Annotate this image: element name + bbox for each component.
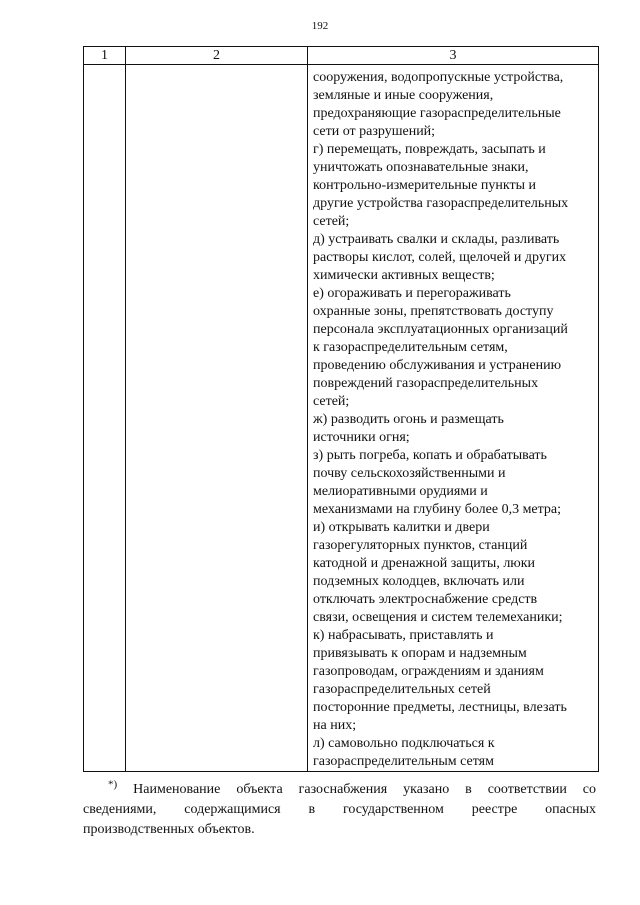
text-line: л) самовольно подключаться к: [313, 736, 495, 751]
text-line: химически активных веществ;: [313, 268, 495, 283]
column-header-1: 1: [84, 47, 126, 65]
text-line: сети от разрушений;: [313, 124, 436, 139]
text-line: д) устраивать свалки и склады, разливать: [313, 232, 560, 247]
text-line: другие устройства газораспределительных: [313, 196, 569, 211]
text-line: катодной и дренажной защиты, люки: [313, 556, 536, 571]
footnote-line-2: сведениями, содержащимися в государственном реестре опасных: [83, 802, 596, 817]
text-line: контрольно-измерительные пункты и: [313, 178, 537, 193]
text-line: газораспределительным сетям: [313, 754, 494, 769]
text-line: проведению обслуживания и устранению: [313, 358, 562, 373]
text-line: посторонние предметы, лестницы, влезать: [313, 700, 567, 715]
text-line: сетей;: [313, 394, 350, 409]
text-line: связи, освещения и систем телемеханики;: [313, 610, 563, 625]
footnote-marker: *): [108, 778, 118, 791]
cell-column-3: [308, 65, 599, 772]
text-line: отключать электроснабжение средств: [313, 592, 538, 607]
page-number: 192: [311, 20, 329, 32]
text-line: к газораспределительным сетям,: [313, 340, 508, 355]
text-line: газорегуляторных пунктов, станций: [313, 538, 528, 553]
column-header-2: 2: [126, 47, 308, 65]
column-header-3: 3: [308, 47, 599, 65]
text-line: е) огораживать и перегораживать: [313, 286, 511, 301]
text-line: мелиоративными орудиями и: [313, 484, 488, 499]
text-line: ж) разводить огонь и размещать: [313, 412, 504, 427]
table-header-row: [84, 47, 599, 65]
text-line: сетей;: [313, 214, 350, 229]
text-line: з) рыть погреба, копать и обрабатывать: [313, 448, 547, 463]
text-line: к) набрасывать, приставлять и: [313, 628, 494, 643]
text-line: охранные зоны, препятствовать доступу: [313, 304, 554, 319]
text-line: газораспределительных сетей: [313, 682, 491, 697]
text-line: и) открывать калитки и двери: [313, 520, 490, 535]
text-line: подземных колодцев, включать или: [313, 574, 525, 589]
footnote-line-3: производственных объектов.: [83, 822, 255, 837]
cell-column-1: [84, 65, 126, 772]
text-line: уничтожать опознавательные знаки,: [313, 160, 529, 175]
text-line: на них;: [313, 718, 357, 733]
footnote: [83, 780, 596, 840]
text-line: источники огня;: [313, 430, 410, 445]
text-line: персонала эксплуатационных организаций: [313, 322, 568, 337]
text-line: г) перемещать, повреждать, засыпать и: [313, 142, 546, 157]
footnote-line-1: Наименование объекта газоснабжения указано в соответствии со: [133, 782, 596, 797]
text-line: почву сельскохозяйственными и: [313, 466, 506, 481]
text-line: земляные и иные сооружения,: [313, 88, 494, 103]
text-line: сооружения, водопропускные устройства,: [313, 70, 564, 85]
regulation-table: [83, 46, 599, 772]
text-line: повреждений газораспределительных: [313, 376, 539, 391]
prohibitions-text: [308, 65, 598, 771]
text-line: предохраняющие газораспределительные: [313, 106, 561, 121]
text-line: привязывать к опорам и надземным: [313, 646, 527, 661]
text-line: растворы кислот, солей, щелочей и других: [313, 250, 567, 265]
table-row: [84, 65, 599, 772]
text-line: механизмами на глубину более 0,3 метра;: [313, 502, 562, 517]
cell-column-2: [126, 65, 308, 772]
text-line: газопроводам, ограждениям и зданиям: [313, 664, 544, 679]
